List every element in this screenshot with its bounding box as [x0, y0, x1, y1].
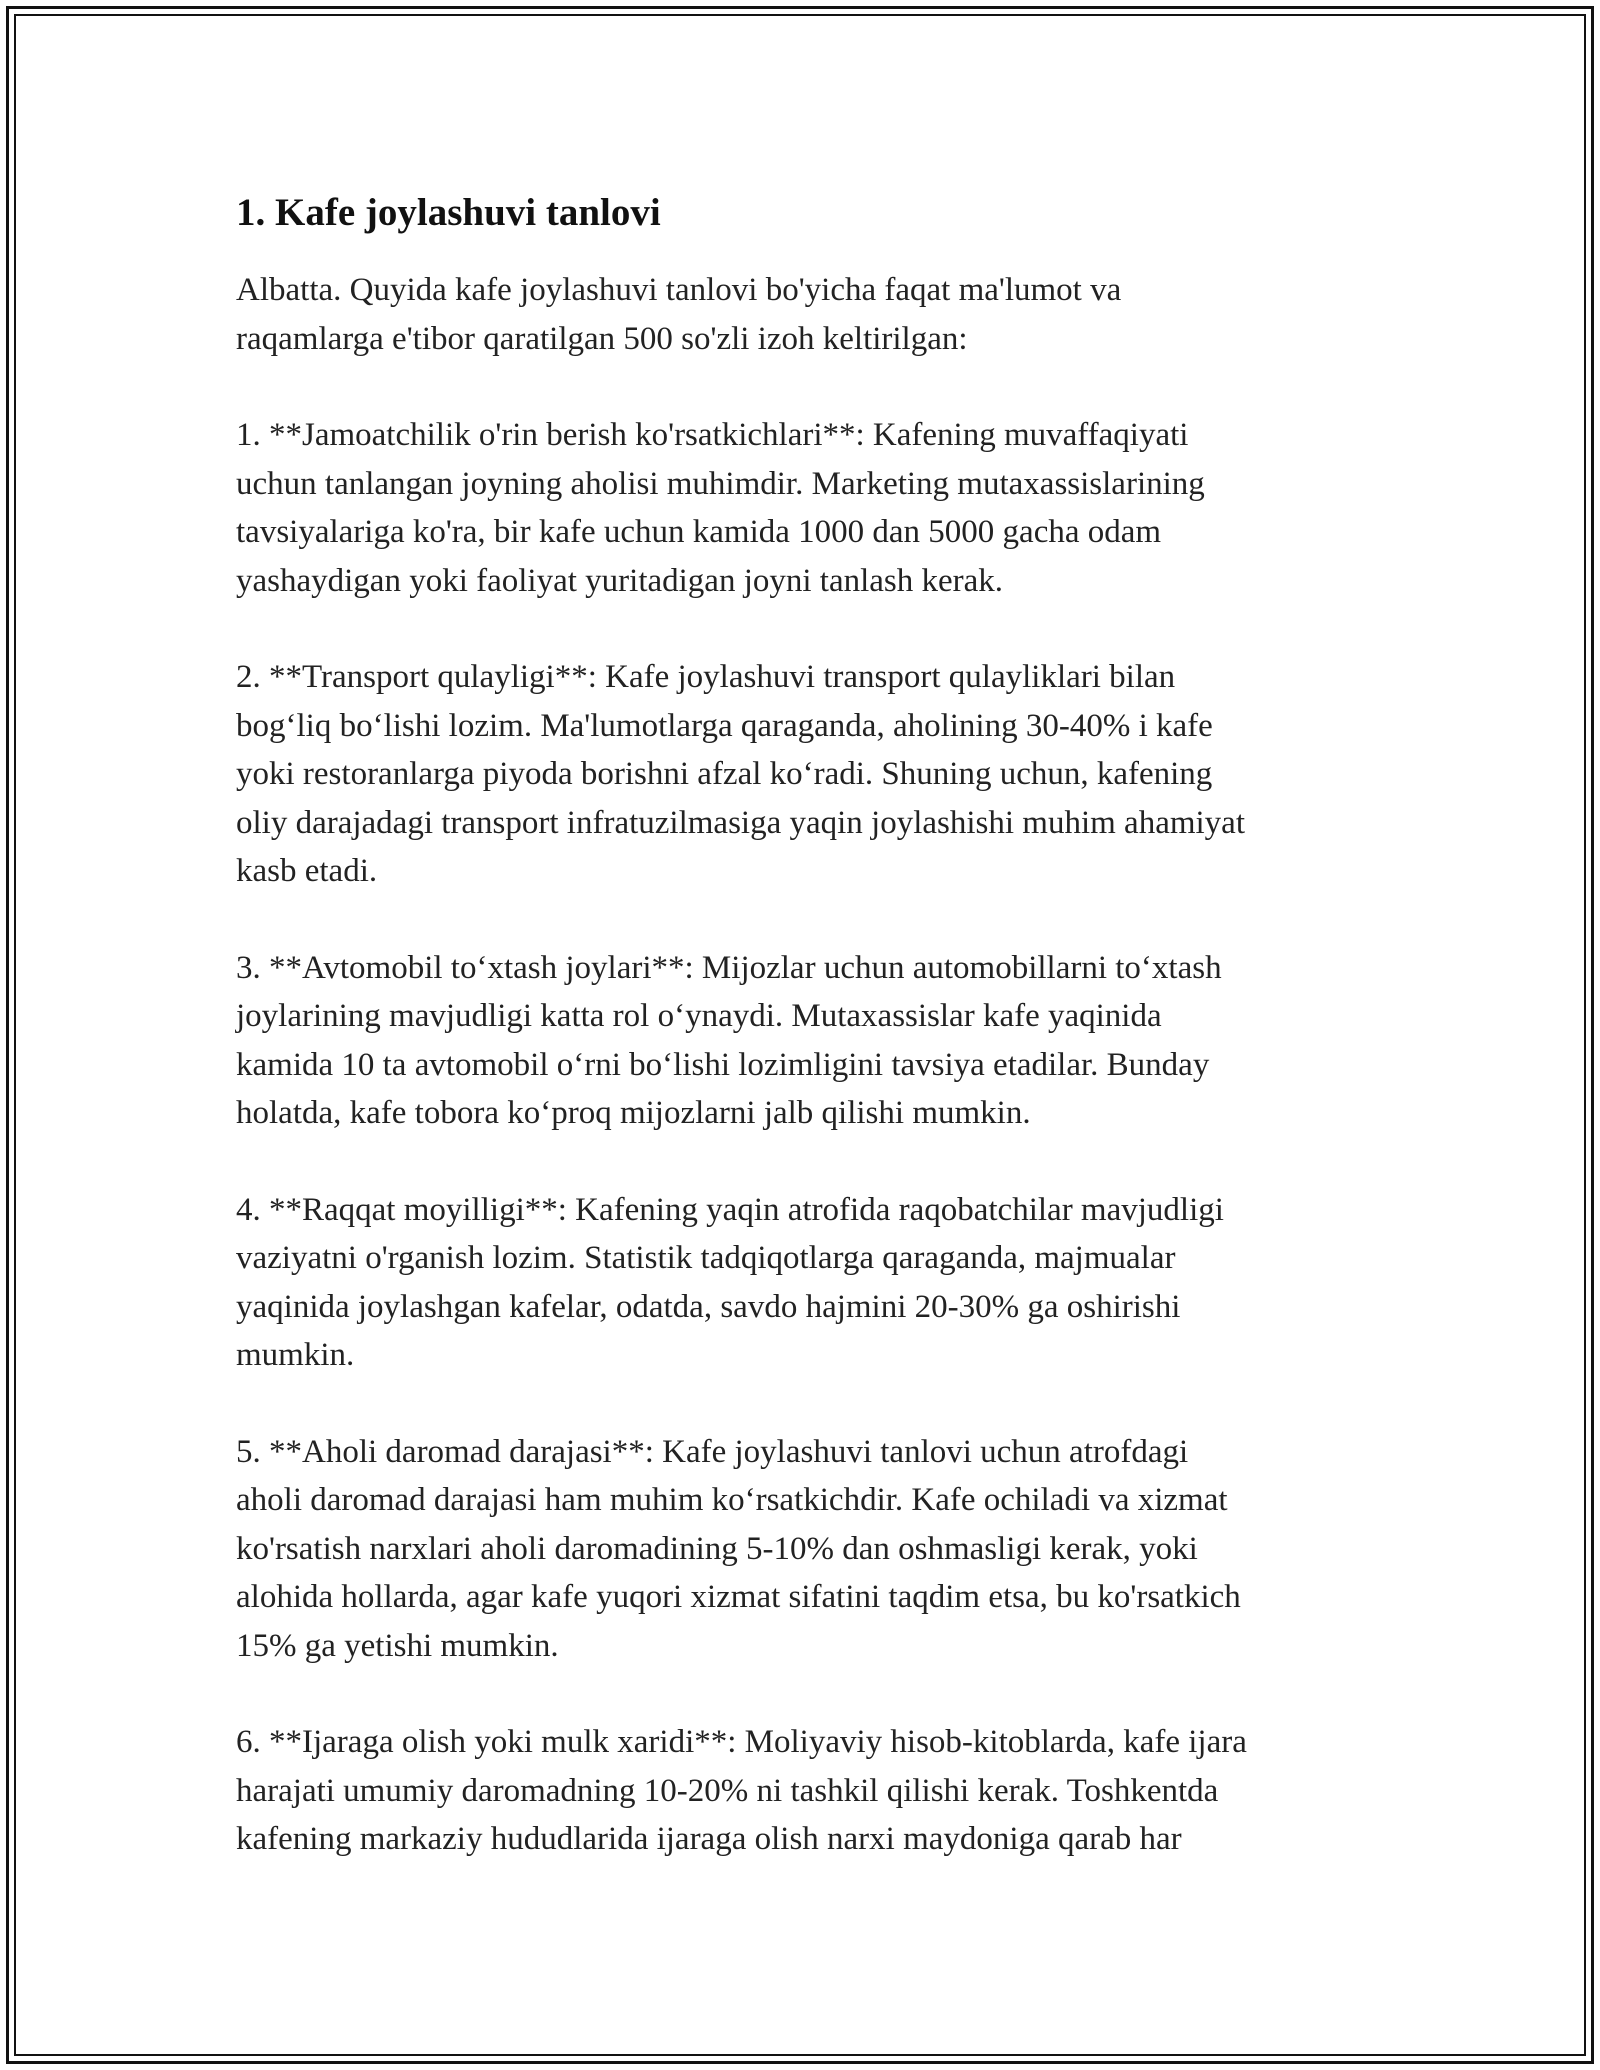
document-page — [236, 188, 1376, 1912]
document-title: 1. Kafe joylashuvi tanlovi — [236, 191, 661, 234]
paragraph-2: 2. **Transport qulayligi**: Kafe joylashuvi transport qulayliklari bilan bog‘liq bo‘lishi lozim. Ma'lumotlarga qaraganda, aholining 30-40% i kafe yoki restoranlarga piyoda borishni afzal ko‘radi. Shuning uchun, kafening oliy darajadagi transport infratuzilmasiga yaqin joylashishi muhim ahamiyat kasb etadi. — [236, 659, 1245, 889]
intro-paragraph: Albatta. Quyida kafe joylashuvi tanlovi bo'yicha faqat ma'lumot va raqamlarga e'tibor qaratilgan 500 so'zli izoh keltirilgan: — [236, 272, 1122, 357]
paragraph-4: 4. **Raqqat moyilligi**: Kafening yaqin atrofida raqobatchilar mavjudligi vaziyatni o'rganish lozim. Statistik tadqiqotlarga qaraganda, majmualar yaqinida joylashgan kafelar, odatda, savdo hajmini 20-30% ga oshirishi mumkin. — [236, 1191, 1224, 1373]
paragraph-5: 5. **Aholi daromad darajasi**: Kafe joylashuvi tanlovi uchun atrofdagi aholi daromad darajasi ham muhim ko‘rsatkichdir. Kafe ochiladi va xizmat ko'rsatish narxlari aholi daromadining 5-10% dan oshmasligi kerak, yoki alohida hollarda, agar kafe yuqori xizmat sifatini taqdim etsa, bu ko'rsatkich 15% ga yetishi mumkin. — [236, 1433, 1241, 1664]
paragraph-3: 3. **Avtomobil to‘xtash joylari**: Mijozlar uchun automobillarni to‘xtash joylarining mavjudligi katta rol o‘ynaydi. Mutaxassislar kafe yaqinida kamida 10 ta avtomobil o‘rni bo‘lishi lozimligini tavsiya etadilar. Bunday holatda, kafe tobora ko‘proq mijozlarni jalb qilishi mumkin. — [236, 949, 1222, 1131]
paragraph-1: 1. **Jamoatchilik o'rin berish ko'rsatkichlari**: Kafening muvaffaqiyati uchun tanlangan joyning aholisi muhimdir. Marketing mutaxassislarining tavsiyalariga ko'ra, bir kafe uchun kamida 1000 dan 5000 gacha odam yashaydigan yoki faoliyat yuritadigan joyni tanlash kerak. — [236, 417, 1205, 599]
paragraph-6: 6. **Ijaraga olish yoki mulk xaridi**: Moliyaviy hisob-kitoblarda, kafe ijara harajati umumiy daromadning 10-20% ni tashkil qilishi kerak. Toshkentda kafening markaziy hududlarida ijaraga olish narxi maydoniga qarab har — [236, 1724, 1247, 1857]
